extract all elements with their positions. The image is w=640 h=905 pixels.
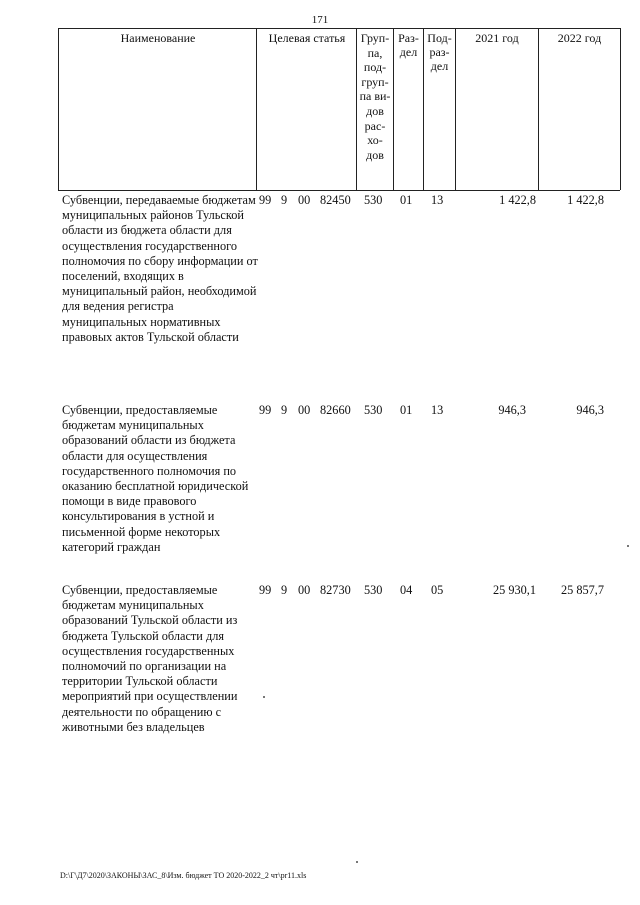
table-top-border: [58, 28, 620, 29]
file-path-footer: D:\Г\Д7\2020\ЗАКОНЫ\ЗАС_8\Изм. бюджет ТО 2020-2022_2 чт\pr11.xls: [60, 871, 307, 880]
header-target: Целевая статья: [268, 31, 346, 45]
target-code-part: 99: [259, 403, 272, 417]
subsection-code: 13: [431, 403, 444, 417]
col-divider: [256, 28, 257, 190]
value-2022: 946,3: [576, 403, 604, 417]
header-name: Наименование: [120, 31, 196, 45]
group-code: 530: [364, 583, 383, 597]
subsection-code: 05: [431, 583, 444, 597]
col-divider: [455, 28, 456, 190]
value-2021: 946,3: [498, 403, 526, 417]
page-number: 171: [311, 14, 329, 26]
value-2022: 1 422,8: [567, 193, 604, 207]
header-subsection: Под- раз- дел: [427, 31, 452, 73]
section-code: 01: [400, 403, 413, 417]
value-2021: 25 930,1: [492, 583, 536, 597]
group-code: 530: [364, 403, 383, 417]
row-name: Субвенции, предоставляемые бюджетам муниципальных образований Тульской области из бюджета Тульской области для осуществления государственных полномочий по организации на территории Тульской области мероприятий при осуществлении деятельности по обращению с животными без владельцев: [62, 583, 238, 734]
scan-speck: [263, 696, 265, 698]
scan-speck: [627, 545, 629, 547]
target-code-part: 9: [281, 193, 288, 207]
row-name: Субвенции, передаваемые бюджетам муниципальных районов Тульской области из бюджета области для осуществления государственного полномочия по сбору информации от поселений, входящих в муниципальный район, необходимой для ведения регистра муниципальных нормативных правовых актов Тульской области: [62, 193, 258, 344]
subsection-code: 13: [431, 193, 444, 207]
target-code-part: 9: [281, 403, 288, 417]
value-2021: 1 422,8: [499, 193, 536, 207]
target-code-part: 00: [298, 403, 311, 417]
section-code: 01: [400, 193, 413, 207]
section-code: 04: [400, 583, 413, 597]
row-name: Субвенции, предоставляемые бюджетам муниципальных образований области из бюджета области для осуществления государственного полномочия по оказанию бесплатной юридической помощи в виде правового консультирования в устной и письменной форме некоторых категорий граждан: [62, 403, 249, 554]
col-divider: [538, 28, 539, 190]
value-2022: 25 857,7: [560, 583, 604, 597]
group-code: 530: [364, 193, 383, 207]
target-code-part: 82660: [320, 403, 351, 417]
header-section: Раз- дел: [398, 31, 419, 59]
scan-speck: [356, 861, 358, 863]
header-group: Груп- па, под- груп- па ви- дов рас- хо- дов: [359, 31, 391, 162]
target-code-part: 00: [298, 193, 311, 207]
col-divider: [58, 28, 59, 190]
target-code-part: 99: [259, 583, 272, 597]
col-divider: [620, 28, 621, 190]
target-code-part: 00: [298, 583, 311, 597]
target-code-part: 99: [259, 193, 272, 207]
header-2022: 2022 год: [557, 31, 602, 45]
target-code-part: 82450: [320, 193, 351, 207]
target-code-part: 82730: [320, 583, 351, 597]
header-2021: 2021 год: [475, 31, 519, 45]
table-header-bottom-border: [58, 190, 620, 191]
target-code-part: 9: [281, 583, 288, 597]
